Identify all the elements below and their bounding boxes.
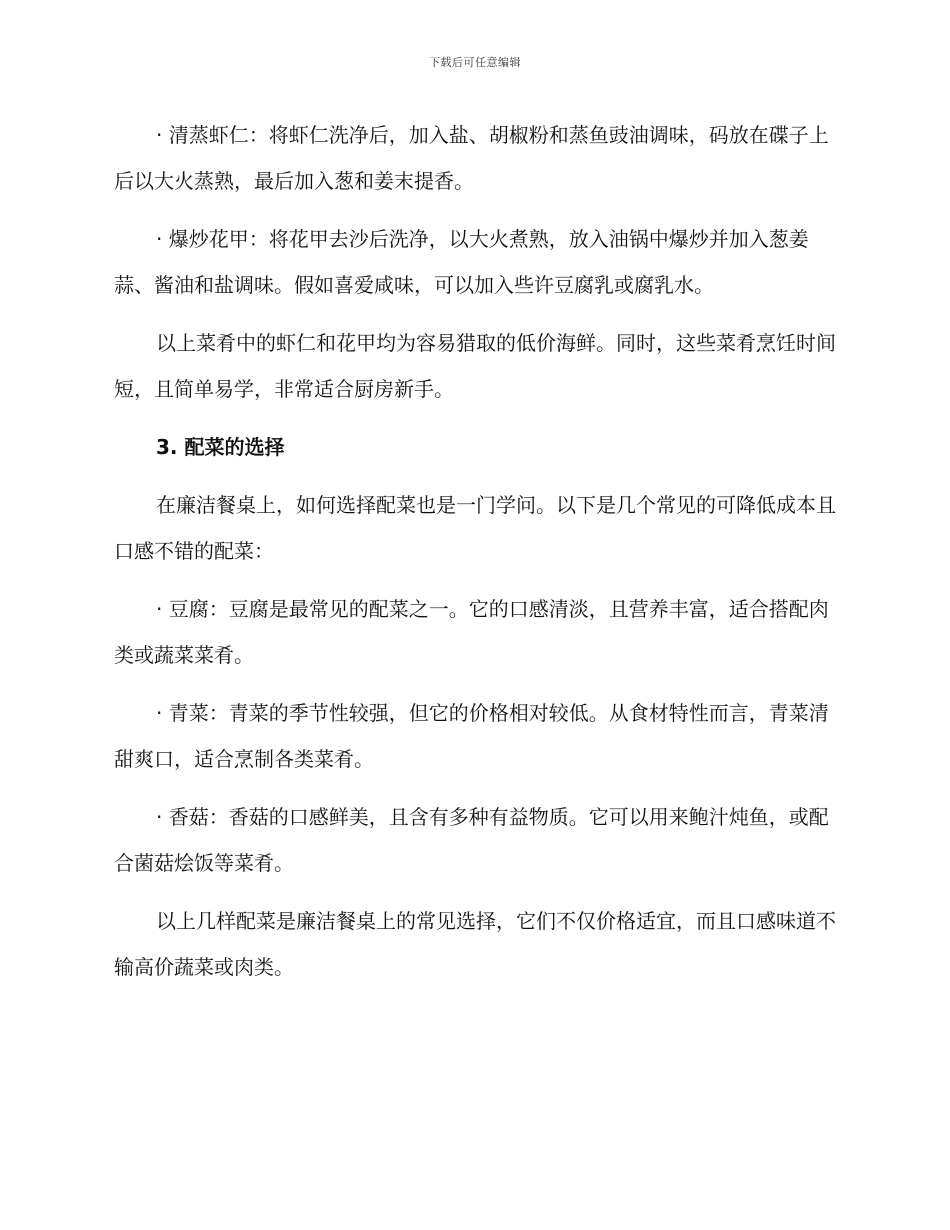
page-header: 下载后可任意编辑 (429, 56, 521, 69)
bullet-greens: · 青菜：青菜的季节性较强，但它的价格相对较低。从食材特性而言，青菜清甜爽口，适合烹制各类菜肴。 (114, 701, 829, 771)
seafood-summary-paragraph: 以上菜肴中的虾仁和花甲均为容易猎取的低价海鲜。同时，这些菜肴烹饪时间短，且简单易学，非常适合厨房新手。 (114, 331, 836, 401)
bullet-tofu: · 豆腐：豆腐是最常见的配菜之一。它的口感清淡，且营养丰富，适合搭配肉类或蔬菜菜肴。 (114, 597, 829, 667)
bullet-stir-fried-clams: · 爆炒花甲：将花甲去沙后洗净，以大火煮熟，放入油锅中爆炒并加入葱姜蒜、酱油和盐调味。假如喜爱咸味，可以加入些许豆腐乳或腐乳水。 (114, 227, 809, 297)
bullet-steamed-shrimp: · 清蒸虾仁：将虾仁洗净后，加入盐、胡椒粉和蒸鱼豉油调味，码放在碟子上后以大火蒸熟，最后加入葱和姜末提香。 (114, 123, 829, 193)
bullet-mushroom: · 香菇：香菇的口感鲜美，且含有多种有益物质。它可以用来鲍汁炖鱼，或配合菌菇烩饭等菜肴。 (114, 805, 829, 875)
document-body (114, 112, 836, 1002)
side-dishes-intro-paragraph: 在廉洁餐桌上，如何选择配菜也是一门学问。以下是几个常见的可降低成本且口感不错的配菜： (114, 493, 836, 563)
side-dishes-summary-paragraph: 以上几样配菜是廉洁餐桌上的常见选择，它们不仅价格适宜，而且口感味道不输高价蔬菜或肉类。 (114, 909, 836, 979)
section-heading-side-dishes: 3. 配菜的选择 (156, 435, 285, 459)
